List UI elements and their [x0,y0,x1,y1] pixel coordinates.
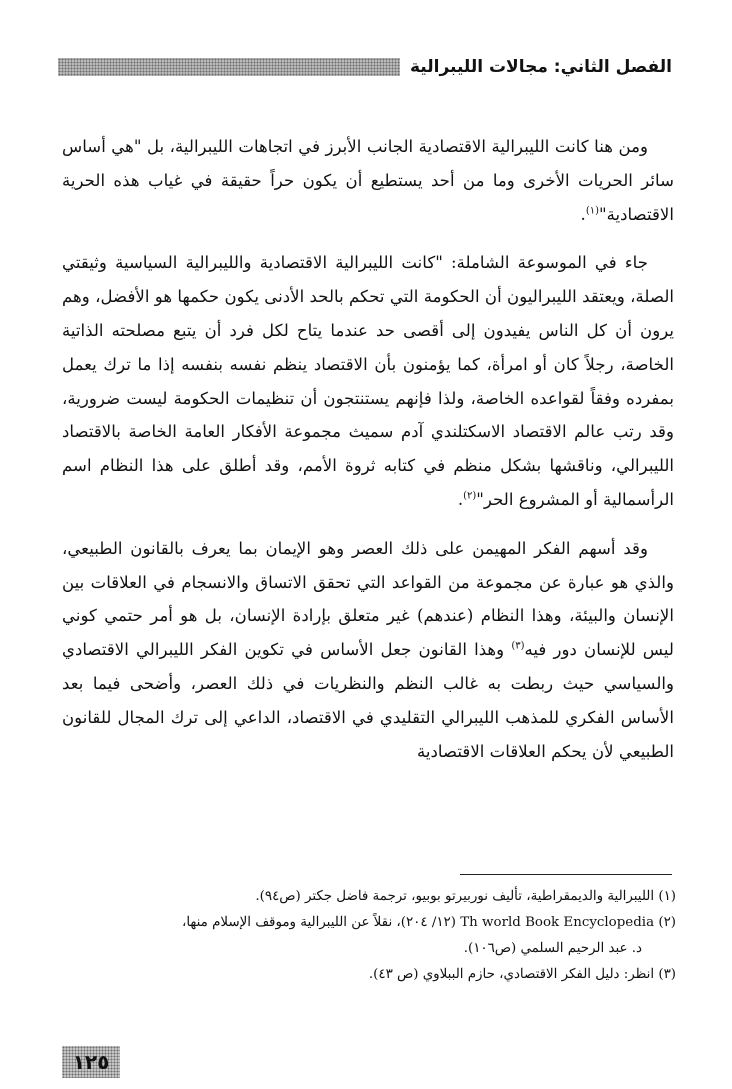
paragraph-text: ومن هنا كانت الليبرالية الاقتصادية الجانب الأبرز في اتجاهات الليبرالية، بل "هي أساس سائر الحريات الأخرى وما من أحد يستطيع أن يكون حراً حقيقة في غياب هذه الحرية الاقتصادية" [62,137,674,224]
footnote-1: (١) الليبرالية والديمقراطية، تأليف نوربيرتو بوبيو، ترجمة فاضل جكتر (ص٩٤). [255,889,676,904]
footnote-2-continuation: د. عبد الرحيم السلمي (ص١٠٦). [463,941,642,956]
footnote-2-number: (٢) [658,915,676,930]
header-decorative-band [58,58,400,76]
footnote-3: (٣) انظر: دليل الفكر الاقتصادي، حازم الببلاوي (ص ٤٣). [368,967,676,982]
footnote-divider [460,874,672,875]
running-header [58,52,672,82]
paragraph [62,130,674,231]
footnote-2 [58,910,676,936]
footnote-2-text: (١٢/ ٢٠٤)، نقلاً عن الليبرالية وموقف الإسلام منها، [182,915,456,930]
footnote-ref[interactable]: (١) [585,205,599,217]
paragraph [62,246,674,516]
chapter-title: الفصل الثاني: مجالات الليبرالية [409,57,672,77]
page-number: ١٢٥ [62,1046,120,1078]
paragraph-text: جاء في الموسوعة الشاملة: "كانت الليبرالية الاقتصادية والليبرالية السياسية وثيقتي الصلة، ويعتقد الليبراليون أن الحكومة التي تحكم بالحد الأدنى يكون حكمها هو الأفضل، وهم يرون أن كل الناس يفيدون إلى أقصى حد عندما يتاح لكل فرد أن يتبع مصلحته الذاتية الخاصة، رجلاً كان أو امرأة، كما يؤمنون بأن الاقتصاد ينظم نفسه بنفسه إذا ما ترك يعمل بمفرده وفقاً لقواعده الخاصة، ولذا فإنهم يستنتجون أن تنظيمات الحكومة ليست ضرورية، وقد رتب عالم الاقتصاد الاسكتلندي آدم سميث مجموعة الأفكار العامة الخاصة بالاقتصاد الليبرالي، وناقشها بشكل منظم في كتابه ثروة الأمم، وقد أطلق على هذا النظام اسم الرأسمالية أو المشروع الحر" [62,253,674,509]
paragraph-text: وهذا القانون جعل الأساس في تكوين الفكر الليبرالي الاقتصادي والسياسي حيث ربطت به غالب النظم والنظريات في ذلك العصر، وأضحى فيما بعد الأساس الفكري للمذهب الليبرالي التقليدي في الاقتصاد، الداعي إلى ترك المجال للقانون الطبيعي لأن يحكم العلاقات الاقتصادية [62,640,674,761]
body-text [62,130,674,768]
footnote-2-source-title: Th world Book Encyclopedia [460,915,655,930]
paragraph-text: وقد أسهم الفكر المهيمن على ذلك العصر وهو الإيمان بما يعرف بالقانون الطبيعي، والذي هو عبارة عن مجموعة من القواعد التي تحقق الاتساق والانسجام في العلاقات بين الإنسان والبيئة، وهذا النظام (عندهم) غير متعلق بإرادة الإنسان، بل هو أمر حتمي كوني ليس للإنسان دور فيه [62,538,674,660]
paragraph [62,532,674,769]
footnote-ref[interactable]: (٢) [463,490,477,502]
footnotes [58,884,676,988]
paragraph-text: . [457,489,464,509]
paragraph-text: . [580,204,586,224]
footnote-ref[interactable]: (٣) [511,640,525,652]
